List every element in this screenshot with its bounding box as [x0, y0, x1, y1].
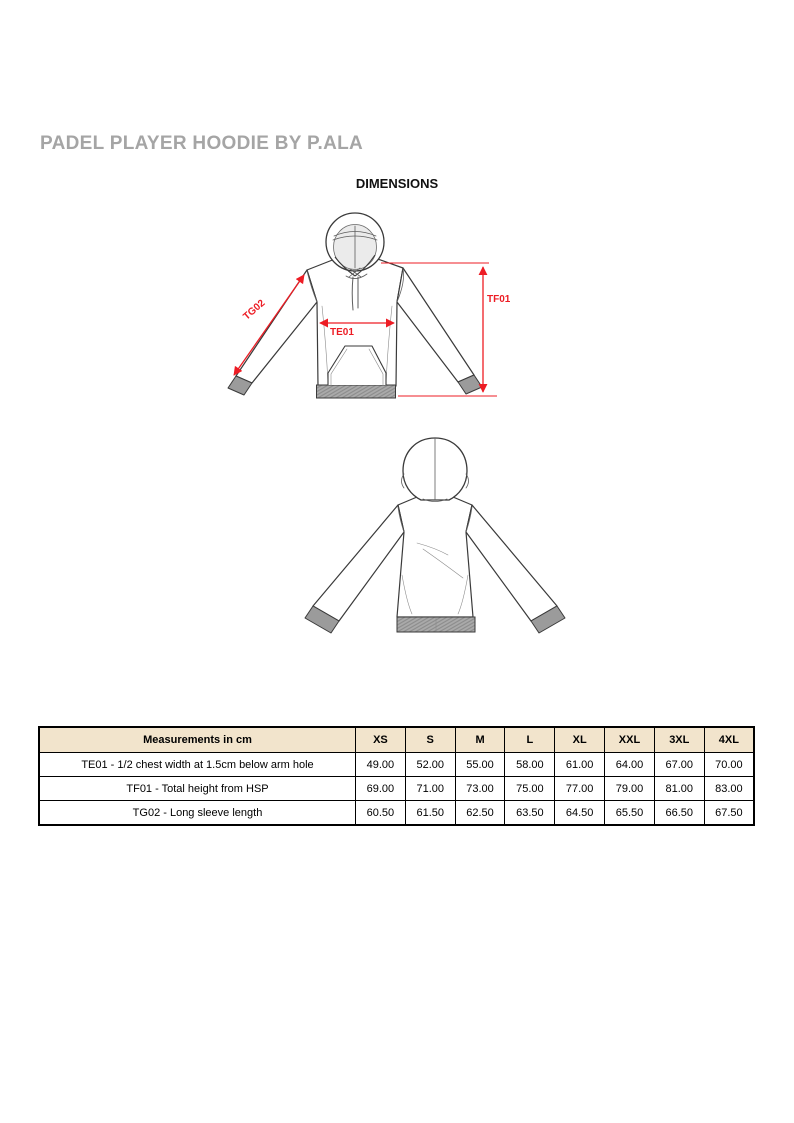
value-cell: 64.00: [605, 753, 655, 777]
col-header-m: M: [455, 727, 505, 753]
col-header-xxl: XXL: [605, 727, 655, 753]
tf01-label: TF01: [487, 294, 510, 305]
col-header-s: S: [405, 727, 455, 753]
value-cell: 49.00: [356, 753, 406, 777]
value-cell: 58.00: [505, 753, 555, 777]
col-header-xl: XL: [555, 727, 605, 753]
value-cell: 61.50: [405, 801, 455, 826]
value-cell: 83.00: [704, 777, 754, 801]
table-row-tg02: [39, 801, 754, 826]
value-cell: 79.00: [605, 777, 655, 801]
tg02-label: TG02: [241, 297, 268, 323]
value-cell: 64.50: [555, 801, 605, 826]
value-cell: 69.00: [356, 777, 406, 801]
value-cell: 66.50: [654, 801, 704, 826]
value-cell: 52.00: [405, 753, 455, 777]
hoodie-front-diagram: [200, 205, 510, 405]
value-cell: 60.50: [356, 801, 406, 826]
col-header-measurements: Measurements in cm: [39, 727, 356, 753]
measurements-table: [38, 726, 755, 826]
row-label: TF01 - Total height from HSP: [39, 777, 356, 801]
value-cell: 55.00: [455, 753, 505, 777]
table-header-row: [39, 727, 754, 753]
front-hem-band: [317, 385, 396, 398]
value-cell: 71.00: [405, 777, 455, 801]
value-cell: 65.50: [605, 801, 655, 826]
value-cell: 81.00: [654, 777, 704, 801]
col-header-l: L: [505, 727, 555, 753]
table-row-te01: [39, 753, 754, 777]
dimensions-heading: DIMENSIONS: [355, 176, 439, 191]
col-header-xs: XS: [356, 727, 406, 753]
value-cell: 63.50: [505, 801, 555, 826]
value-cell: 67.00: [654, 753, 704, 777]
value-cell: 67.50: [704, 801, 754, 826]
hoodie-back-diagram: [295, 430, 575, 645]
value-cell: 77.00: [555, 777, 605, 801]
value-cell: 62.50: [455, 801, 505, 826]
value-cell: 70.00: [704, 753, 754, 777]
col-header-3xl: 3XL: [654, 727, 704, 753]
row-label: TE01 - 1/2 chest width at 1.5cm below arm hole: [39, 753, 356, 777]
value-cell: 75.00: [505, 777, 555, 801]
col-header-4xl: 4XL: [704, 727, 754, 753]
te01-label: TE01: [330, 327, 354, 338]
page-title: PADEL PLAYER HOODIE BY P.ALA: [40, 133, 364, 154]
value-cell: 61.00: [555, 753, 605, 777]
row-label: TG02 - Long sleeve length: [39, 801, 356, 826]
value-cell: 73.00: [455, 777, 505, 801]
hoodie-back-drawing: [305, 438, 565, 633]
table-row-tf01: [39, 777, 754, 801]
